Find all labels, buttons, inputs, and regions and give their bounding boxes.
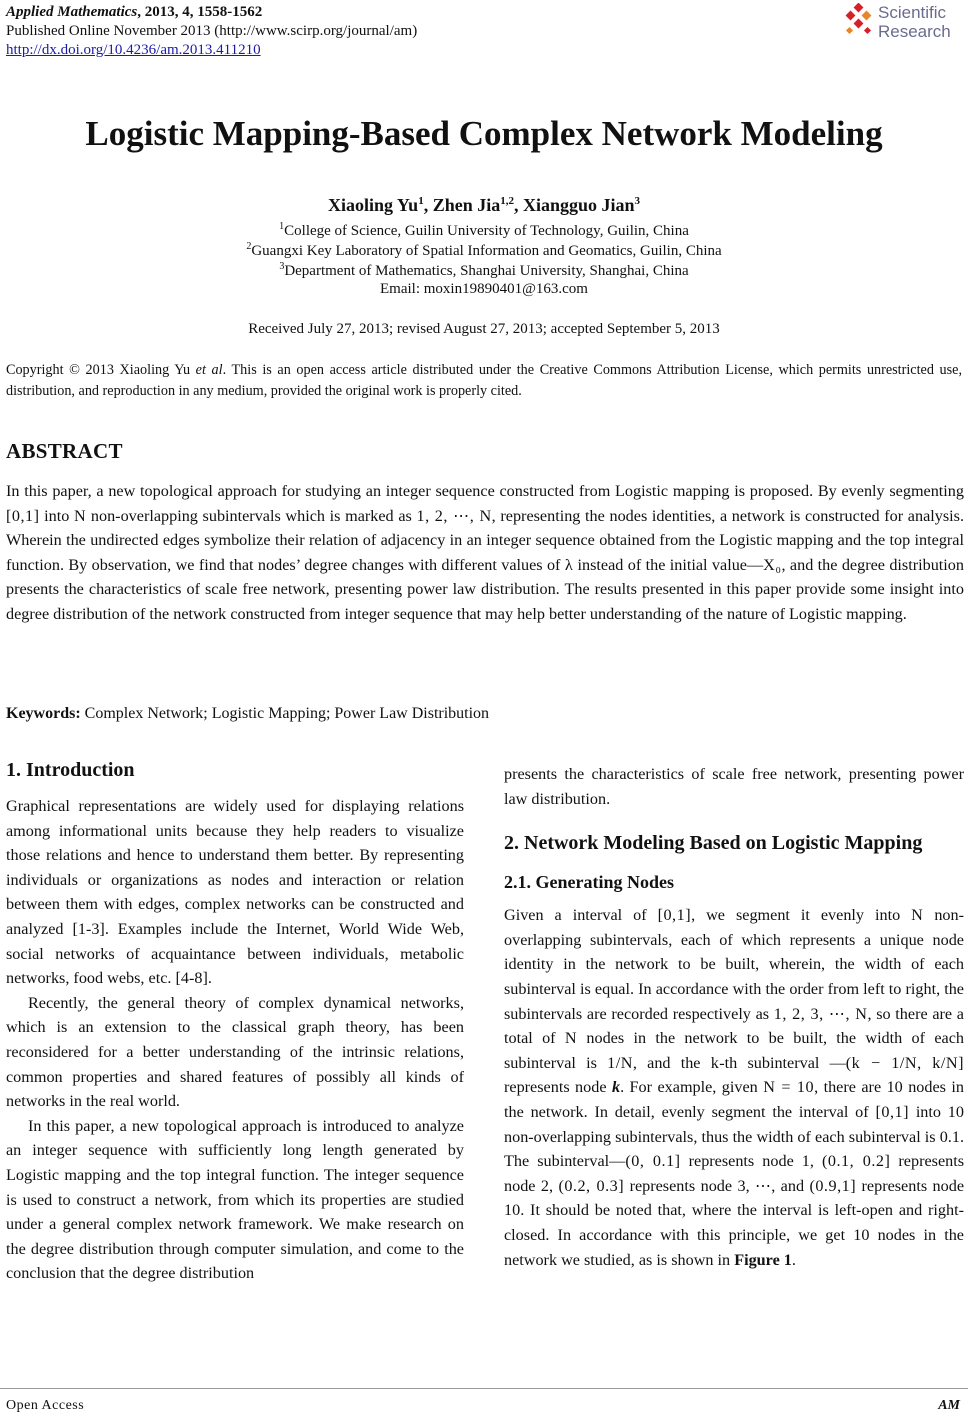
logo-line-scientific: Scientific xyxy=(878,3,947,22)
keywords-label: Keywords: xyxy=(6,705,81,722)
math-n-equals-10: N = 10 xyxy=(763,1078,815,1097)
left-column xyxy=(6,758,464,1286)
affiliation: $^2$Guangxi Key Laboratory of Spatial Information and Geomatics, Guilin, China xyxy=(246,241,722,259)
journal-header xyxy=(6,3,417,60)
math-sequence: 1, 2, ⋯, N xyxy=(416,506,492,525)
author-affil-sup: 1 xyxy=(418,195,424,207)
math-x0: X₀ xyxy=(763,555,782,574)
author-email: Email: moxin19890401@163.com xyxy=(380,281,588,297)
author-name: Zhen Jia xyxy=(432,195,501,215)
abstract-text: In this paper, a new topological approach for studying an integer sequence constructed from Logistic mapping is proposed. By evenly segmenting [0,1] into N non-overlapping subintervals which is marked as 1, 2, ⋯, N, representing the nodes identities, a network is constructed for analysis. Wherein the undirected edges symbolize their relation of adjacency in an integer sequence obtained from the Logistic mapping and the top integral function. By observation, we find that nodes’ degree changes with different values of λ instead of the initial value—X₀, and the degree distribution presents the characteristics of scale free network, presenting power law distribution. The results presented in this paper provide some insight into degree distribution of the network constructed from integer sequence that may help better understanding of the nature of Logistic mapping. xyxy=(6,482,964,623)
figure-reference[interactable]: Figure 1 xyxy=(734,1250,792,1269)
math-width: 1/N xyxy=(607,1053,633,1072)
math-interval-2: (0.1, 0.2] xyxy=(822,1152,891,1171)
paragraph: In this paper, a new topological approach is introduced to analyze an integer sequence with sufficiently long length generated by Logistic mapping and the top integral function. The integer sequence is used to construct a network, from which its properties are studied under a general complex network framework. We make research on the degree distribution through computer simulation, and come to the conclusion that the degree distribution xyxy=(6,1116,464,1283)
section-heading-network-modeling: 2. Network Modeling Based on Logistic Mapping xyxy=(504,832,923,855)
math-interval-1: (0, 0.1] xyxy=(625,1152,681,1171)
author-list: Xiaoling Yu$^1$, Zhen Jia$^{1,2}$, Xiangguo Jian$^3$ xyxy=(327,195,641,215)
published-line: Published Online November 2013 (http://www.scirp.org/journal/am) xyxy=(6,23,418,39)
journal-volume-info: , 2013, 4, 1558-1562 xyxy=(137,4,263,20)
logo-mark-icon xyxy=(842,3,876,39)
abstract-heading: ABSTRACT xyxy=(6,439,123,463)
affiliation: $^3$Department of Mathematics, Shanghai University, Shanghai, China xyxy=(279,261,689,279)
math-n: N xyxy=(564,1029,578,1048)
math-n: N xyxy=(74,506,87,525)
journal-citation xyxy=(6,3,417,22)
subsection-heading-generating-nodes: 2.1. Generating Nodes xyxy=(504,872,674,893)
math-subinterval: (k − 1/N, k/N] xyxy=(845,1053,964,1072)
right-column xyxy=(504,762,964,1272)
section-heading-introduction: 1. Introduction xyxy=(6,759,135,781)
scientific-research-logo xyxy=(842,3,960,43)
math-interval-3: (0.2, 0.3] xyxy=(558,1176,625,1195)
paragraph: presents the characteristics of scale free network, presenting power law distribution. xyxy=(504,765,964,808)
math-sequence: 1, 2, 3, ⋯, N xyxy=(773,1004,868,1023)
math-n: N xyxy=(911,906,924,925)
keywords xyxy=(6,703,489,725)
affiliation: $^1$College of Science, Guilin University of Technology, Guilin, China xyxy=(279,221,689,239)
footer-journal-abbrev: AM xyxy=(938,1398,960,1413)
keywords-text: Complex Network; Logistic Mapping; Power Law Distribution xyxy=(80,705,490,722)
footer-open-access: Open Access xyxy=(6,1398,85,1413)
doi-link[interactable]: http://dx.doi.org/10.4236/am.2013.411210 xyxy=(6,42,261,58)
author-name: Xiangguo Jian xyxy=(522,195,635,215)
author-name: Xiaoling Yu xyxy=(327,195,419,215)
math-k: k xyxy=(710,1053,720,1072)
paper-title: Logistic Mapping-Based Complex Network Modeling xyxy=(85,114,883,153)
author-affil-sup: 1,2 xyxy=(500,195,514,207)
math-interval: [0,1] xyxy=(875,1102,909,1121)
received-dates: Received July 27, 2013; revised August 27, 2013; accepted September 5, 2013 xyxy=(248,321,720,337)
paragraph: Graphical representations are widely used for displaying relations among informational units because they help readers to visualize those relations and hence to understand them better. By representing individuals or organizations as nodes and interaction or relation between them with edges, complex networks can be constructed and analyzed [1-3]. Examples include the Internet, World Wide Web, social networks of acquaintance between individuals, metabolic networks, food webs, etc. [4-8]. xyxy=(6,797,464,988)
paragraph: Given a interval of [0,1], we segment it evenly into N non-overlapping subintervals, each of which represents a unique node identity in the network to be built, wherein, the width of each subinterval is equal. In accordance with the order from left to right, the subintervals are recorded respectively as 1, 2, 3, ⋯, N, so there are a total of N nodes in the network to be built, the width of each subinterval is 1/N, and the k-th subinterval —(k − 1/N, k/N] represents node k. For example, given N = 10, there are 10 nodes in the network. In detail, evenly segment the interval of [0,1] into 10 non-overlapping subintervals, thus the width of each subinterval is 0.1. The subinterval—(0, 0.1] represents node 1, (0.1, 0.2] represents node 2, (0.2, 0.3] represents node 3, ⋯, and (0.9,1] represents node 10. It should be noted that, where the interval is left-open and right-closed. In accordance with this principle, we get 10 nodes in the network we studied, as is shown in Figure 1. xyxy=(504,906,965,1269)
math-k: k xyxy=(611,1078,621,1097)
math-interval-10: (0.9,1] xyxy=(809,1176,857,1195)
logo-line-research: Research xyxy=(878,22,951,41)
math-lambda: λ xyxy=(564,555,574,574)
author-affil-sup: 3 xyxy=(634,195,641,207)
math-interval: [0,1] xyxy=(6,506,40,525)
copyright-notice: Copyright © 2013 Xiaoling Yu et al. This is an open access article distributed under the Creative Commons Attribution License, which permits unrestricted use, distribution, and reproduction in any medium, provided the original work is properly cited. xyxy=(6,362,962,399)
footer-rule xyxy=(0,1388,968,1389)
journal-name: Applied Mathematics xyxy=(6,4,138,20)
math-interval: [0,1] xyxy=(657,906,692,925)
paragraph: Recently, the general theory of complex dynamical networks, which is an extension to the classical graph theory, has been reconsidered for a better understanding of the intrinsic relations, common properties and shared features of possibly all kinds of networks in the real world. xyxy=(6,993,464,1111)
